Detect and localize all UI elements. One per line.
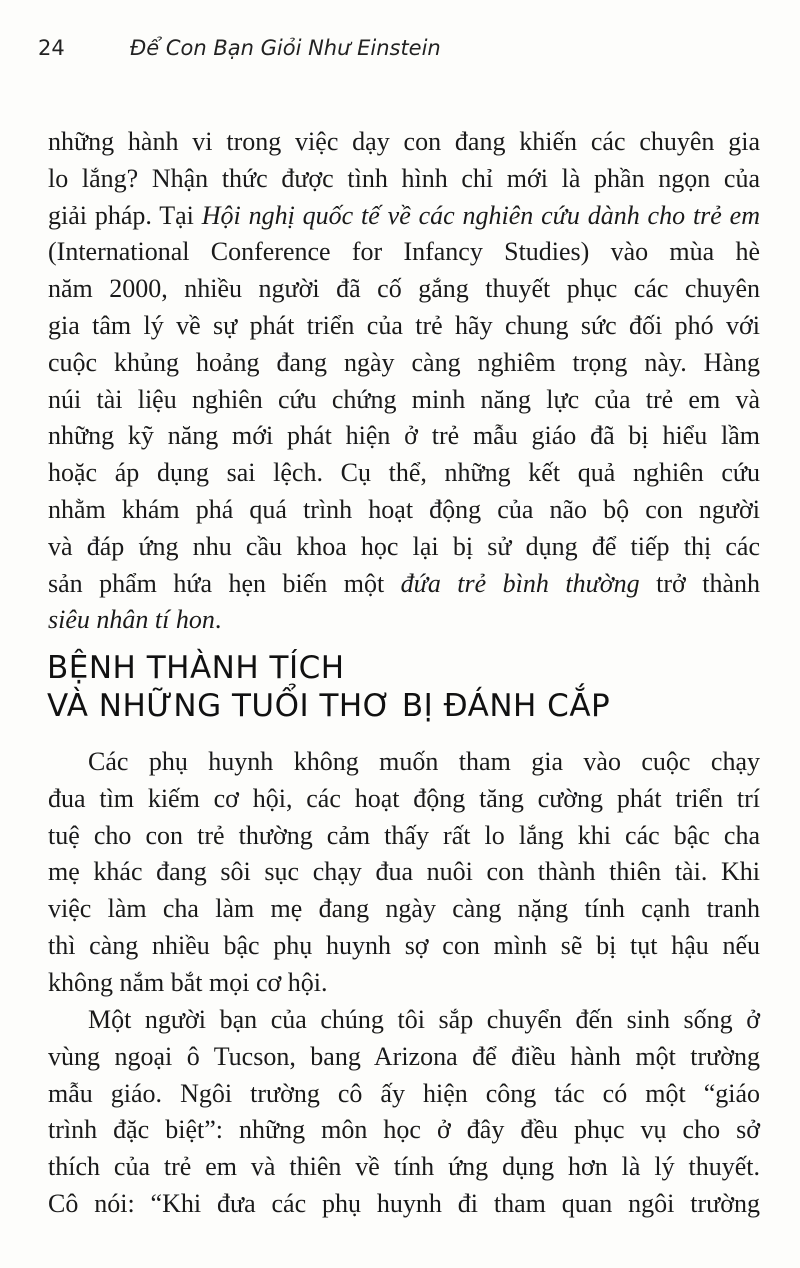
text-line: không nắm bắt mọi cơ hội. <box>48 967 328 997</box>
text-line: núi tài liệu nghiên cứu chứng minh năng lực của trẻ em và <box>48 384 760 414</box>
text-line: trình đặc biệt”: những môn học ở đây đều phục vụ cho sở <box>48 1115 760 1145</box>
text-line: vùng ngoại ô Tucson, bang Arizona để điều hành một trường <box>48 1041 760 1071</box>
section-heading <box>47 649 610 725</box>
text-line: mẹ khác đang sôi sục chạy đua nuôi con thành thiên tài. Khi <box>48 857 760 887</box>
text-line: lo lắng? Nhận thức được tình hình chỉ mới là phần ngọn của <box>48 163 760 193</box>
text-line: Một người bạn của chúng tôi sắp chuyển đến sinh sống ở <box>88 1005 760 1034</box>
text-line: mẫu giáo. Ngôi trường cô ấy hiện công tác có một “giáo <box>48 1078 760 1108</box>
text-line: Cô nói: “Khi đưa các phụ huynh đi tham quan ngôi trường <box>48 1188 760 1218</box>
text-line: việc làm cha làm mẹ đang ngày càng nặng tính cạnh tranh <box>48 894 760 924</box>
text-line: thích của trẻ em và thiên về tính ứng dụng hơn là lý thuyết. <box>48 1152 760 1182</box>
text-line: hoặc áp dụng sai lệch. Cụ thể, những kết quả nghiên cứu <box>48 458 760 488</box>
heading-line-2: VÀ NHỮNG TUỔI THƠ BỊ ĐÁNH CẮP <box>47 688 611 724</box>
italic-phrase: đứa trẻ bình thường <box>400 568 640 598</box>
heading-line-1: BỆNH THÀNH TÍCH <box>47 650 345 686</box>
text-line: gia tâm lý về sự phát triển của trẻ hãy chung sức đối phó với <box>48 310 760 340</box>
text-line: nhằm khám phá quá trình hoạt động của não bộ con người <box>48 494 760 524</box>
text-line <box>48 602 760 639</box>
page-number: 24 <box>38 36 65 60</box>
text-line: Các phụ huynh không muốn tham gia vào cuộc chạy <box>88 747 760 776</box>
text-line: đua tìm kiếm cơ hội, các hoạt động tăng cường phát triển trí <box>48 783 760 813</box>
paragraph-2 <box>48 744 760 1002</box>
paragraph-3 <box>48 1002 760 1223</box>
text-line: những kỹ năng mới phát hiện ở trẻ mẫu giáo đã bị hiểu lầm <box>48 421 760 451</box>
paragraph-1 <box>48 124 760 639</box>
text-line <box>48 198 760 235</box>
text-line: (International Conference for Infancy Studies) vào mùa hè <box>48 237 760 267</box>
text-line: và đáp ứng nhu cầu khoa học lại bị sử dụng để tiếp thị các <box>48 531 760 561</box>
text-line: thì càng nhiều bậc phụ huynh sợ con mình sẽ bị tụt hậu nếu <box>48 930 760 960</box>
text-run: sản phẩm hứa hẹn biến một <box>48 568 401 598</box>
text-line: tuệ cho con trẻ thường cảm thấy rất lo lắng khi các bậc cha <box>48 820 760 850</box>
text-run: trở thành <box>639 568 760 598</box>
text-run: . <box>214 605 222 635</box>
text-line: cuộc khủng hoảng đang ngày càng nghiêm trọng này. Hàng <box>48 347 760 377</box>
italic-phrase: siêu nhân tí hon <box>48 605 215 635</box>
text-run: giải pháp. Tại <box>48 200 202 230</box>
running-header <box>38 36 441 60</box>
text-line: năm 2000, nhiều người đã cố gắng thuyết phục các chuyên <box>48 274 760 304</box>
conference-name-italic: Hội nghị quốc tế về các nghiên cứu dành cho trẻ em <box>201 200 760 230</box>
book-title: Để Con Bạn Giỏi Như Einstein <box>130 36 441 60</box>
text-line <box>48 566 760 603</box>
text-line: những hành vi trong việc dạy con đang khiến các chuyên gia <box>48 127 760 156</box>
